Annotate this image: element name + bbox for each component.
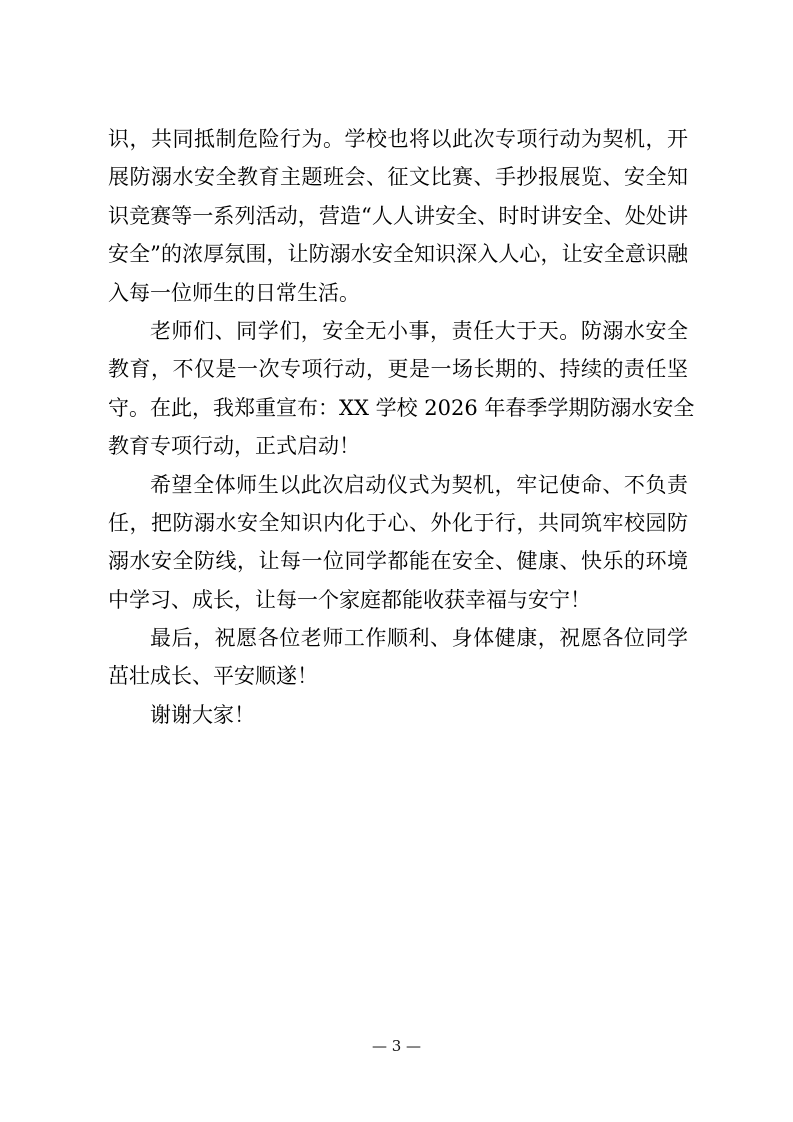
paragraph-5 bbox=[108, 696, 688, 734]
text-line: 识竞赛等一系列活动，营造“人人讲安全、时时讲安全、处处讲 bbox=[108, 203, 688, 228]
paragraph-3 bbox=[108, 466, 688, 620]
text-line: 茁壮成长、平安顺遂！ bbox=[108, 664, 318, 689]
text-line: 安全”的浓厚氛围，让防溺水安全知识深入人心，让安全意识融 bbox=[108, 242, 688, 267]
paragraph-1 bbox=[108, 120, 688, 312]
text-line: 中学习、成长，让每一个家庭都能收获幸福与安宁！ bbox=[108, 587, 591, 612]
text-line: 溺水安全防线，让每一位同学都能在安全、健康、快乐的环境 bbox=[108, 549, 688, 574]
text-line: 最后，祝愿各位老师工作顺利、身体健康，祝愿各位同学 bbox=[150, 626, 688, 651]
text-line: 任，把防溺水安全知识内化于心、外化于行，共同筑牢校园防 bbox=[108, 510, 688, 535]
text-line: 谢谢大家！ bbox=[150, 702, 255, 727]
document-body bbox=[108, 120, 695, 734]
text-line: 教育专项行动，正式启动！ bbox=[108, 434, 360, 459]
page-number: — 3 — bbox=[371, 1037, 422, 1055]
paragraph-4 bbox=[108, 619, 688, 696]
text-line: 守。在此，我郑重宣布：XX 学校 2026 年春季学期防溺水安全 bbox=[108, 395, 695, 420]
text-line: 老师们、同学们，安全无小事，责任大于天。防溺水安全 bbox=[150, 318, 688, 343]
text-line: 展防溺水安全教育主题班会、征文比赛、手抄报展览、安全知 bbox=[108, 165, 688, 190]
text-line: 希望全体师生以此次启动仪式为契机，牢记使命、不负责 bbox=[150, 472, 688, 497]
text-line: 教育，不仅是一次专项行动，更是一场长期的、持续的责任坚 bbox=[108, 357, 688, 382]
text-line: 识，共同抵制危险行为。学校也将以此次专项行动为契机，开 bbox=[108, 127, 688, 151]
text-line: 入每一位师生的日常生活。 bbox=[108, 280, 360, 305]
paragraph-2 bbox=[108, 312, 695, 466]
